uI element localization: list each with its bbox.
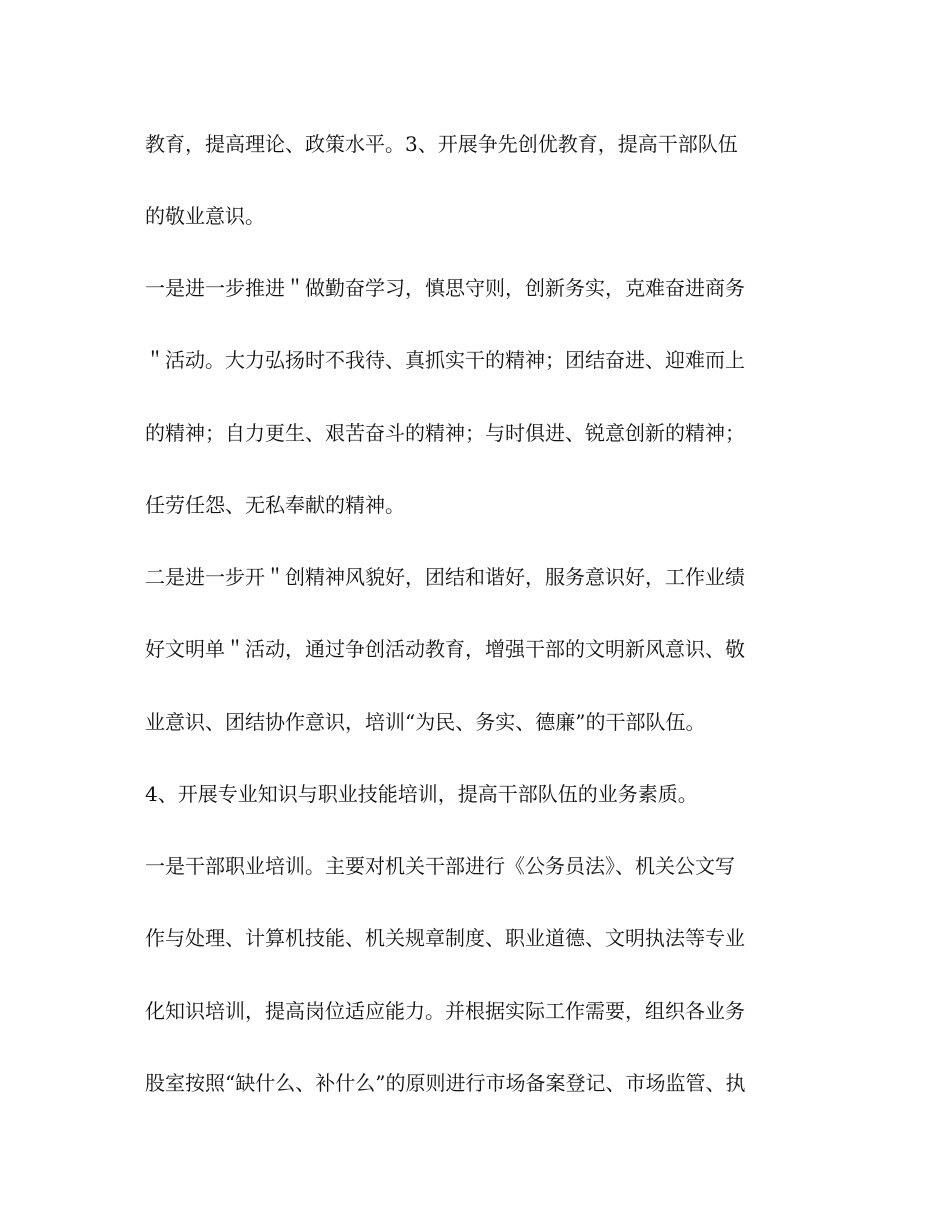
text-line: 任劳任怨、无私奉献的精神。 xyxy=(145,493,405,517)
text-line: 的敬业意识。 xyxy=(145,204,265,228)
text-line: 好文明单＂活动，通过争创活动教育，增强干部的文明新风意识、敬 xyxy=(145,637,745,661)
text-line: 一是进一步推进＂做勤奋学习，慎思守则，创新务实，克难奋进商务 xyxy=(145,276,745,300)
text-line: 业意识、团结协作意识，培训“为民、务实、德廉”的干部队伍。 xyxy=(145,710,706,734)
text-line: 的精神；自力更生、艰苦奋斗的精神；与时俱进、锐意创新的精神； xyxy=(145,421,745,445)
text-line: 二是进一步开＂创精神风貌好，团结和谐好，服务意识好，工作业绩 xyxy=(145,565,745,589)
text-line: 化知识培训，提高岗位适应能力。并根据实际工作需要，组织各业务 xyxy=(145,999,745,1023)
text-line: 作与处理、计算机技能、机关规章制度、职业道德、文明执法等专业 xyxy=(145,926,745,950)
text-line: 教育，提高理论、政策水平。3、开展争先创优教育，提高干部队伍 xyxy=(145,132,738,156)
text-line: ＂活动。大力弘扬时不我待、真抓实干的精神；团结奋进、迎难而上 xyxy=(145,348,745,372)
text-line: 4、开展专业知识与职业技能培训，提高干部队伍的业务素质。 xyxy=(145,782,698,806)
text-line: 一是干部职业培训。主要对机关干部进行《公务员法》、机关公文写 xyxy=(145,854,735,878)
text-line: 股室按照“缺什么、补什么”的原则进行市场备案登记、市场监管、执 xyxy=(145,1071,746,1095)
